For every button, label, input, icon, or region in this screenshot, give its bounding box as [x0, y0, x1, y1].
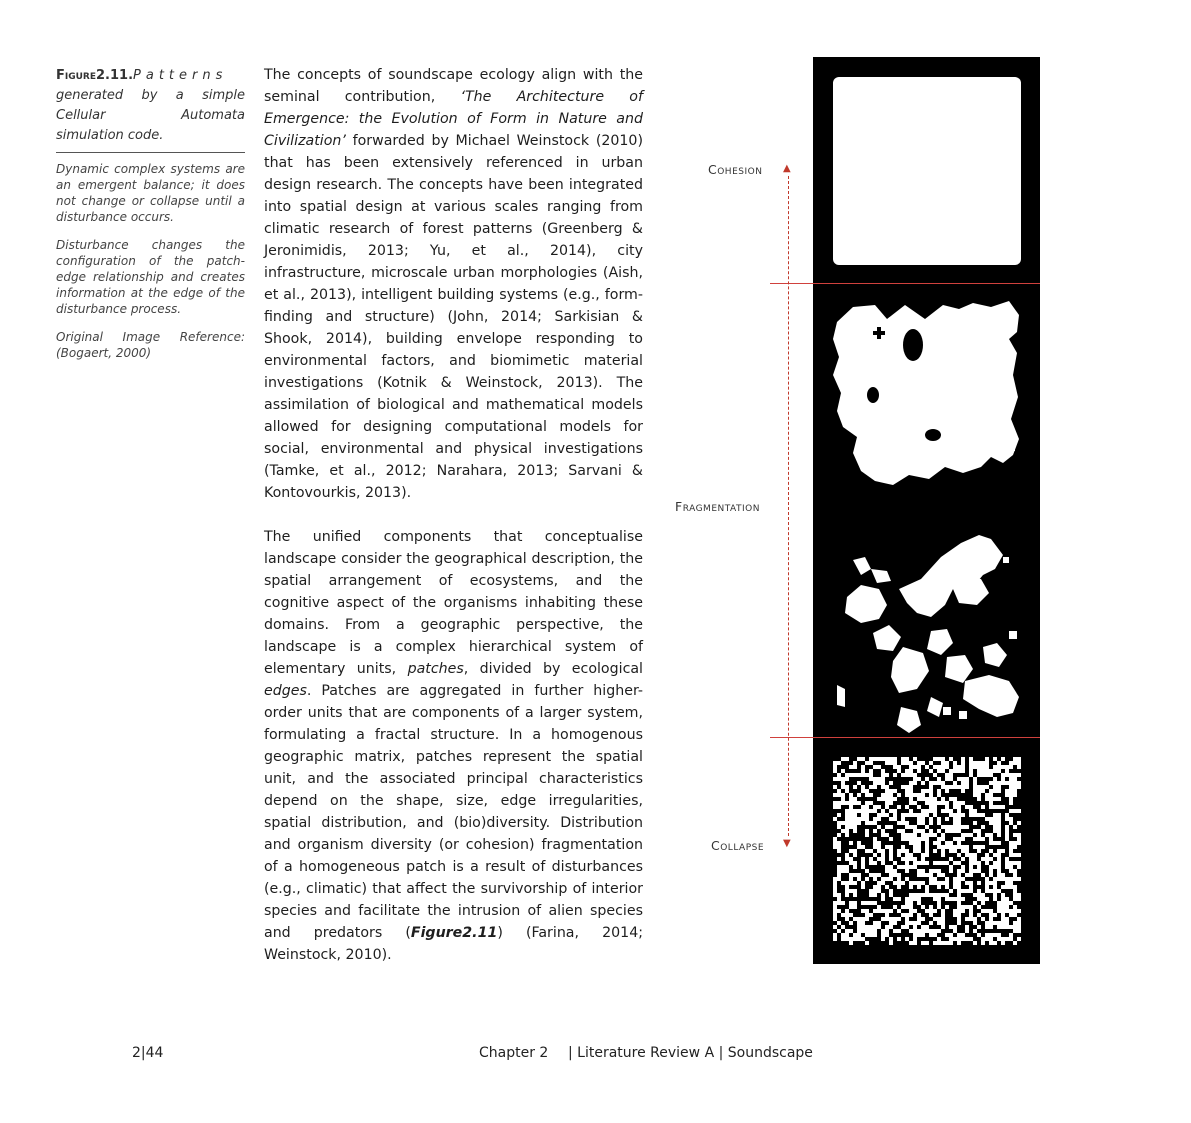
caption-divider	[56, 152, 245, 153]
page-number: 2|44	[132, 1045, 164, 1061]
paragraph-2-text-b: , divided by ecological	[463, 661, 643, 677]
figure-reference: Figure2.11	[410, 925, 498, 941]
ca-patterns-graphic	[813, 57, 1040, 964]
paragraph-2-text-a: The unified components that conceptualise landscape consider the geographical description, the spatial arrangement of ecosystems, and the cognitive aspect of the organisms inhabiting these domains. From a geographic perspective, the landscape is a complex hierarchical system of elementary units,	[264, 529, 643, 677]
figure-caption-column	[56, 66, 245, 373]
collapse-noise-pattern	[833, 757, 1021, 945]
paragraph-2-text-c: . Patches are aggregated in further higher-order units that are components of a larger system, formulating a fractal structure. In a homogenous geographic matrix, patches represent the spatial unit, and the associated principal characteristics depend on the shape, size, edge irregularities, spatial distribution, and (bio)diversity. Distribution and organism diversity (or cohesion) fragmentation of a homogeneous patch is a result of disturbances (e.g., climatic) that affect the survivorship of interior species and facilitate the intrusion of alien species and predators (	[264, 683, 643, 941]
paragraph-2-text-d: ) (Farina, 2014; Weinstock, 2010).	[264, 925, 644, 963]
arrow-down-icon: ▼	[783, 838, 791, 849]
footer-chapter: Chapter 2	[479, 1045, 549, 1061]
paragraph-1	[264, 64, 643, 504]
fragmentation-pattern-2	[837, 535, 1019, 733]
figure-caption-first-word: Patterns	[133, 68, 228, 83]
progression-dashed-line	[788, 176, 789, 836]
paragraph-2	[264, 526, 643, 966]
caption-note-reference: Original Image Reference: (Bogaert, 2000)	[56, 330, 245, 360]
stage-divider-line-2	[770, 737, 1040, 738]
paragraph-1-text-a: The concepts of soundscape ecology align with the seminal contribution,	[264, 67, 643, 105]
footer-section: | Literature Review A | Soundscape	[568, 1045, 813, 1061]
body-text	[264, 64, 643, 988]
arrow-up-icon: ▲	[783, 163, 791, 174]
figure-caption	[56, 66, 245, 146]
stage-label-cohesion: Cohesion	[708, 162, 763, 177]
figure-label: Figure2.11.	[56, 68, 134, 83]
caption-note-dynamic: Dynamic complex systems are an emergent balance; it does not change or collapse until a disturbance occurs.	[56, 162, 245, 224]
caption-note-disturbance: Disturbance changes the configuration of the patch-edge relationship and creates information at the edge of the disturbance process.	[56, 238, 245, 316]
fragmentation-pattern-1	[833, 301, 1019, 485]
term-edges: edges	[264, 683, 307, 699]
term-patches: patches	[407, 661, 464, 677]
cohesion-patch	[833, 77, 1021, 265]
paragraph-1-text-b: forwarded by Michael Weinstock (2010) that has been extensively referenced in urban design research. The concepts have been integrated into spatial design at various scales ranging from climatic research of forest patterns (Greenberg & Jeronimidis, 2013; Yu, et al., 2014), city infrastructure, microscale urban morphologies (Aish, et al., 2013), intelligent building systems (e.g., form-finding and structure) (John, 2014; Sarkisian & Shook, 2014), building envelope responding to environmental factors, and biomimetic material investigations (Kotnik & Weinstock, 2013). The assimilation of biological and mathematical models allowed for designing computational models for social, environmental and physical investigations (Tamke, et al., 2012; Narahara, 2013; Sarvani & Kontovourkis, 2013).	[264, 133, 643, 501]
stage-label-collapse: Collapse	[711, 838, 765, 853]
cited-book-title: ‘The Architecture of Emergence: the Evolution of Form in Nature and Civilization’	[264, 89, 643, 149]
cellular-automata-figure	[813, 57, 1040, 964]
stage-divider-line-1	[770, 283, 1040, 284]
stage-label-fragmentation: Fragmentation	[675, 499, 760, 514]
figure-caption-text: generated by a simple Cellular Automata simulation code.	[56, 88, 245, 143]
